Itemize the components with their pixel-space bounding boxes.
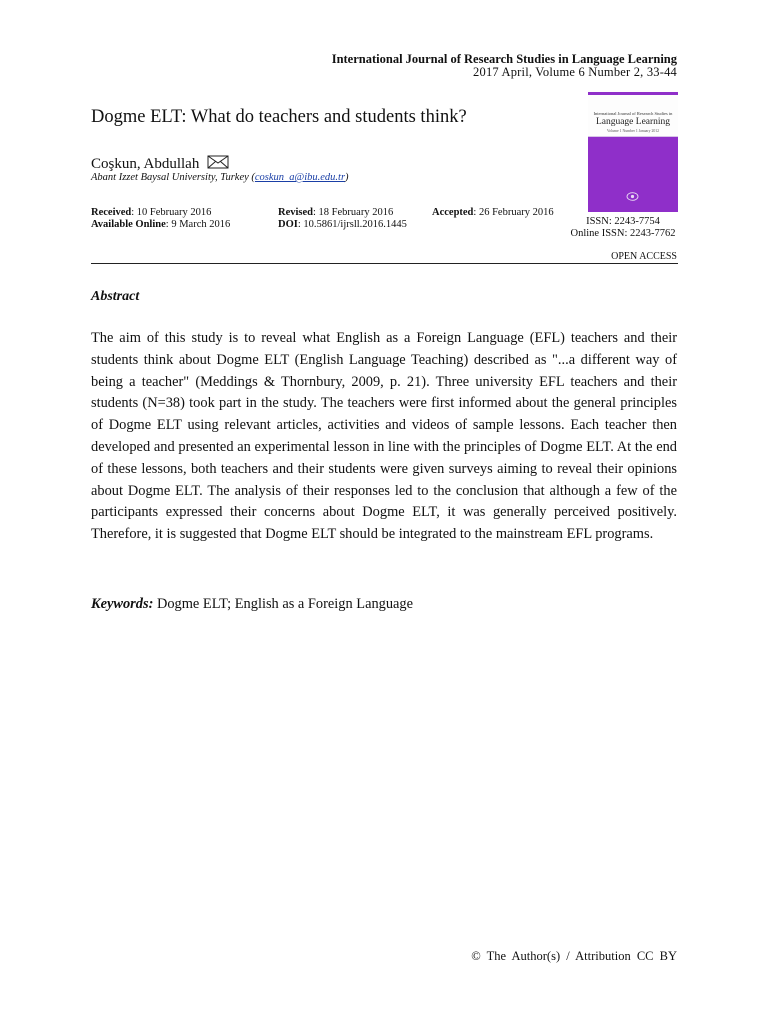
available-online-date: [91, 219, 230, 230]
revised-date: [278, 207, 393, 218]
author-affiliation: [91, 172, 349, 183]
license-footer: © The Author(s) / Attribution CC BY: [471, 949, 677, 963]
cover-top-strip: [588, 92, 678, 95]
issn-online: Online ISSN: 2243-7762: [570, 228, 676, 239]
received-date: [91, 207, 211, 218]
cover-line2: Language Learning: [595, 117, 671, 127]
received-label: Received: [91, 207, 132, 218]
received-value: : 10 February 2016: [131, 207, 212, 218]
cover-header-band: [588, 90, 678, 137]
keywords-label: Keywords:: [91, 596, 154, 612]
issn-print: ISSN: 2243-7754: [586, 216, 660, 227]
keywords: [91, 596, 413, 613]
cover-line1: International Journal of Research Studies in: [593, 111, 673, 116]
revised-value: : 18 February 2016: [313, 207, 394, 218]
affiliation-text: Abant Izzet Baysal University, Turkey (: [91, 172, 255, 183]
journal-cover-image: [588, 90, 678, 212]
online-label: Available Online: [91, 219, 166, 230]
affiliation-close: ): [345, 172, 349, 183]
abstract-body: The aim of this study is to reveal what English as a Foreign Language (EFL) teachers and their students think about Dogme ELT (English Language Teaching) described as "...a different way of being a teacher" (Meddings & Thornbury, 2009, p. 21). Three university EFL teachers and their students (N=38) took part in the study. The teachers were first informed about the general principles of Dogme ELT using relevant articles, activities and videos of sample lessons. Each teacher then developed and presented an experimental lesson in line with the principles of Dogme ELT. At the end of these lessons, both teachers and their students were given surveys aiming to reveal their opinions about Dogme ELT. The analysis of their responses led to the conclusion that although a few of the participants expressed their concerns about Dogme ELT, it was generally perceived positively. Therefore, it is suggested that Dogme ELT should be integrated to the mainstream EFL programs.: [91, 330, 677, 543]
journal-emblem-icon: [626, 192, 639, 201]
journal-title: International Journal of Research Studies in Language Learning: [331, 52, 677, 66]
online-value: : 9 March 2016: [165, 219, 231, 230]
accepted-date: [432, 207, 554, 218]
author-email-link[interactable]: coskun_a@ibu.edu.tr: [254, 172, 346, 183]
doi-value[interactable]: : 10.5861/ijrsll.2016.1445: [297, 219, 407, 230]
keywords-value: Dogme ELT; English as a Foreign Language: [153, 596, 414, 612]
cover-line3: Volume 1 Number 1 January 2012: [606, 129, 660, 133]
open-access-label: OPEN ACCESS: [611, 251, 677, 262]
paper-title: Dogme ELT: What do teachers and students think?: [91, 107, 467, 127]
accepted-value: : 26 February 2016: [473, 207, 554, 218]
doi: [278, 219, 407, 230]
doi-label: DOI: [278, 219, 298, 230]
accepted-label: Accepted: [432, 207, 474, 218]
journal-issue: 2017 April, Volume 6 Number 2, 33-44: [473, 65, 677, 79]
header-rule: [91, 263, 678, 264]
abstract-heading: Abstract: [91, 289, 140, 304]
revised-label: Revised: [278, 207, 313, 218]
author-name: Coşkun, Abdullah: [91, 156, 200, 172]
